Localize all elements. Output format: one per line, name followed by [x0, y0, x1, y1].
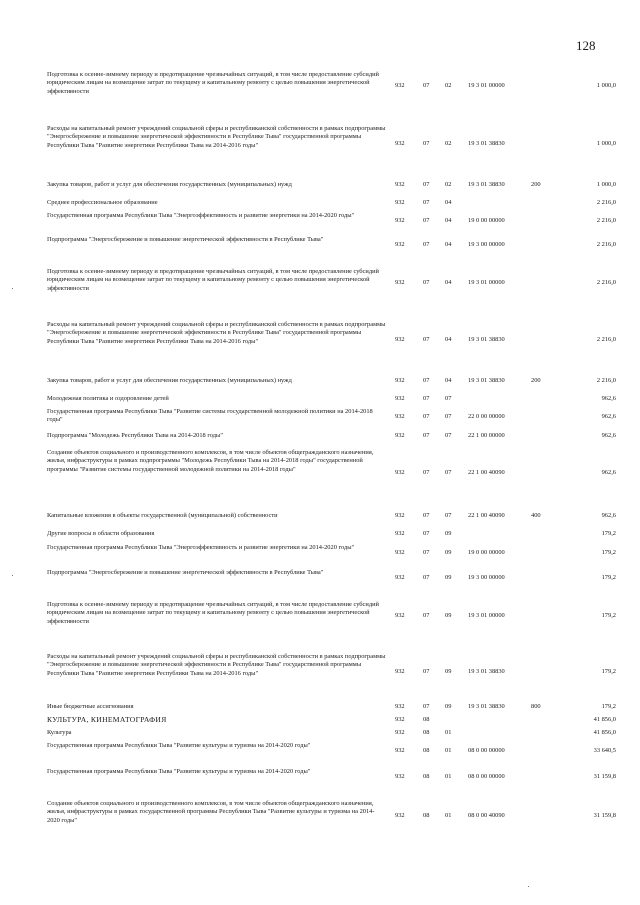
row-name: Закупка товаров, работ и услуг для обеспечения государственных (муниципальных) нужд	[47, 377, 292, 384]
ministry-code: 932	[395, 395, 405, 402]
ministry-code: 932	[395, 413, 405, 420]
amount: 1 000,0	[596, 82, 616, 89]
ministry-code: 932	[395, 217, 405, 224]
scan-speck	[528, 886, 529, 887]
row-name: Молодежная политика и оздоровление детей	[47, 395, 169, 402]
amount: 41 856,0	[593, 729, 616, 736]
amount: 2 216,0	[596, 241, 616, 248]
amount: 962,6	[601, 413, 616, 420]
subsection-code: 04	[445, 377, 452, 384]
section-code: 07	[423, 336, 430, 343]
amount: 41 856,0	[593, 716, 616, 723]
ministry-code: 932	[395, 812, 405, 819]
amount: 962,6	[601, 512, 616, 519]
target-article-code: 19 3 01 38830	[468, 336, 505, 343]
ministry-code: 932	[395, 512, 405, 519]
scan-speck	[12, 575, 13, 576]
row-name: Государственная программа Республики Тыва "Энергоэффективность и развитие энергетики на 2014-2020 годы"	[47, 212, 355, 219]
row-name: Расходы на капитальный ремонт учреждений социальной сферы и республиканской собственности в рамках подпрограммы "Энергосбережение и повышение энергетической эффективности в Республике Тыва" государственной программы Республики Тыва "Развитие энергетики Республики Тыва на 2014-2016 годы"	[47, 125, 386, 149]
target-article-code: 19 3 01 38830	[468, 377, 505, 384]
section-code: 07	[423, 241, 430, 248]
ministry-code: 932	[395, 612, 405, 619]
subsection-code: 09	[445, 703, 452, 710]
amount: 31 159,8	[593, 773, 616, 780]
amount: 179,2	[601, 574, 616, 581]
ministry-code: 932	[395, 469, 405, 476]
subsection-code: 09	[445, 549, 452, 556]
row-name: Государственная программа Республики Тыва "Энергоэффективность и развитие энергетики на 2014-2020 годы"	[47, 544, 355, 551]
row-name: Государственная программа Республики Тыва "Развитие системы государственной молодежной политики на 2014-2018 годы"	[47, 408, 373, 424]
amount: 1 000,0	[596, 140, 616, 147]
section-code: 07	[423, 668, 430, 675]
row-name: Подпрограмма "Энергосбережение и повышение энергетической эффективности в Республике Тыва"	[47, 236, 324, 243]
amount: 179,2	[601, 703, 616, 710]
amount: 2 216,0	[596, 279, 616, 286]
ministry-code: 932	[395, 549, 405, 556]
subsection-code: 07	[445, 512, 452, 519]
subsection-code: 07	[445, 413, 452, 420]
ministry-code: 932	[395, 377, 405, 384]
amount: 962,6	[601, 469, 616, 476]
scan-speck	[12, 288, 13, 289]
section-code: 07	[423, 395, 430, 402]
ministry-code: 932	[395, 530, 405, 537]
row-name: Капитальные вложения в объекты государственной (муниципальной) собственности	[47, 512, 278, 519]
target-article-code: 08 0 00 00000	[468, 773, 505, 780]
subsection-code: 09	[445, 612, 452, 619]
target-article-code: 22 1 00 40090	[468, 469, 505, 476]
subsection-code: 07	[445, 432, 452, 439]
target-article-code: 19 3 01 00000	[468, 279, 505, 286]
row-name: Расходы на капитальный ремонт учреждений социальной сферы и республиканской собственности в рамках подпрограммы "Энергосбережение и повышение энергетической эффективности в Республике Тыва" государственной программы Республики Тыва "Развитие энергетики Республики Тыва на 2014-2016 годы"	[47, 653, 386, 677]
subsection-code: 02	[445, 181, 452, 188]
subsection-code: 04	[445, 199, 452, 206]
row-name: Государственная программа Республики Тыва "Развитие культуры и туризма на 2014-2020 годы"	[47, 742, 311, 749]
subsection-code: 01	[445, 812, 452, 819]
amount: 179,2	[601, 612, 616, 619]
target-article-code: 19 3 01 00000	[468, 82, 505, 89]
row-name: Создание объектов социального и производственного комплексов, в том числе объектов общегражданского назначения, жилья, инфраструктуры в рамках подпрограммы "Молодежь Республики Тыва на 2014-2018 годы" государственной программы "Развитие системы государственной молодежной политики на 2014-2018 годы"	[47, 449, 374, 473]
section-code: 08	[423, 773, 430, 780]
row-name: Расходы на капитальный ремонт учреждений социальной сферы и республиканской собственности в рамках подпрограммы "Энергосбережение и повышение энергетической эффективности в Республике Тыва" государственной программы Республики Тыва "Развитие энергетики Республики Тыва на 2014-2016 годы"	[47, 321, 386, 345]
subsection-code: 04	[445, 217, 452, 224]
target-article-code: 08 0 00 00000	[468, 747, 505, 754]
ministry-code: 932	[395, 668, 405, 675]
section-code: 07	[423, 432, 430, 439]
subsection-code: 02	[445, 140, 452, 147]
section-code: 07	[423, 703, 430, 710]
amount: 962,6	[601, 395, 616, 402]
expense-type-code: 400	[531, 512, 541, 519]
ministry-code: 932	[395, 432, 405, 439]
section-code: 07	[423, 140, 430, 147]
section-code: 08	[423, 716, 430, 723]
section-code: 07	[423, 413, 430, 420]
ministry-code: 932	[395, 199, 405, 206]
ministry-code: 932	[395, 773, 405, 780]
row-name: Культура	[47, 729, 72, 736]
ministry-code: 932	[395, 279, 405, 286]
section-code: 07	[423, 181, 430, 188]
row-name: Подготовка к осенне-зимнему периоду и предотвращение чрезвычайных ситуаций, в том числе предоставление субсидий юридическим лицам на возмещение затрат по текущему и капитальному ремонту с целью повышения энергетической эффективности	[47, 71, 379, 95]
section-code: 07	[423, 574, 430, 581]
expense-type-code: 200	[531, 181, 541, 188]
section-code: 08	[423, 747, 430, 754]
row-name: Подпрограмма "Энергосбережение и повышение энергетической эффективности в Республике Тыва"	[47, 569, 324, 576]
row-name: Среднее профессиональное образование	[47, 199, 158, 206]
amount: 179,2	[601, 668, 616, 675]
ministry-code: 932	[395, 703, 405, 710]
subsection-code: 04	[445, 241, 452, 248]
amount: 179,2	[601, 530, 616, 537]
target-article-code: 19 3 00 00000	[468, 241, 505, 248]
section-code: 08	[423, 729, 430, 736]
section-code: 07	[423, 469, 430, 476]
amount: 31 159,8	[593, 812, 616, 819]
section-code: 07	[423, 279, 430, 286]
section-code: 07	[423, 549, 430, 556]
section-code: 08	[423, 812, 430, 819]
subsection-code: 07	[445, 469, 452, 476]
section-code: 07	[423, 612, 430, 619]
ministry-code: 932	[395, 241, 405, 248]
row-name: Подготовка к осенне-зимнему периоду и предотвращение чрезвычайных ситуаций, в том числе предоставление субсидий юридическим лицам на возмещение затрат по текущему и капитальному ремонту с целью повышения энергетической эффективности	[47, 601, 379, 625]
amount: 1 000,0	[596, 181, 616, 188]
target-article-code: 19 3 01 38830	[468, 668, 505, 675]
row-name: Другие вопросы в области образования	[47, 530, 155, 537]
subsection-code: 01	[445, 747, 452, 754]
subsection-code: 09	[445, 530, 452, 537]
expense-type-code: 800	[531, 703, 541, 710]
amount: 2 216,0	[596, 199, 616, 206]
row-name: Подпрограмма "Молодежь Республики Тыва на 2014-2018 годы"	[47, 432, 223, 439]
ministry-code: 932	[395, 716, 405, 723]
row-name: Создание объектов социального и производственного комплексов, в том числе объектов общегражданского назначения, жилья, инфраструктуры в рамках государственной программы Республики Тыва "Развитие культуры и туризма на 2014-2020 годы"	[47, 800, 375, 824]
subsection-code: 02	[445, 82, 452, 89]
target-article-code: 22 0 00 00000	[468, 413, 505, 420]
row-name: Иные бюджетные ассигнования	[47, 703, 134, 710]
subsection-code: 09	[445, 574, 452, 581]
ministry-code: 932	[395, 574, 405, 581]
expense-type-code: 200	[531, 377, 541, 384]
subsection-code: 01	[445, 729, 452, 736]
section-code: 07	[423, 82, 430, 89]
row-name: Подготовка к осенне-зимнему периоду и предотвращение чрезвычайных ситуаций, в том числе предоставление субсидий юридическим лицам на возмещение затрат по текущему и капитальному ремонту с целью повышения энергетической эффективности	[47, 268, 379, 292]
subsection-code: 04	[445, 336, 452, 343]
section-code: 07	[423, 530, 430, 537]
target-article-code: 19 3 01 38830	[468, 140, 505, 147]
row-name: КУЛЬТУРА, КИНЕМАТОГРАФИЯ	[47, 715, 167, 724]
target-article-code: 19 3 01 38830	[468, 181, 505, 188]
ministry-code: 932	[395, 729, 405, 736]
ministry-code: 932	[395, 336, 405, 343]
target-article-code: 22 1 00 00000	[468, 432, 505, 439]
target-article-code: 08 0 00 40090	[468, 812, 505, 819]
target-article-code: 19 3 01 00000	[468, 612, 505, 619]
target-article-code: 19 0 00 00000	[468, 549, 505, 556]
amount: 2 216,0	[596, 217, 616, 224]
amount: 962,6	[601, 432, 616, 439]
row-name: Государственная программа Республики Тыва "Развитие культуры и туризма на 2014-2020 годы"	[47, 768, 311, 775]
ministry-code: 932	[395, 747, 405, 754]
section-code: 07	[423, 377, 430, 384]
target-article-code: 19 3 01 38830	[468, 703, 505, 710]
ministry-code: 932	[395, 181, 405, 188]
section-code: 07	[423, 199, 430, 206]
amount: 33 640,5	[593, 747, 616, 754]
target-article-code: 19 3 00 00000	[468, 574, 505, 581]
amount: 2 216,0	[596, 336, 616, 343]
amount: 179,2	[601, 549, 616, 556]
subsection-code: 01	[445, 773, 452, 780]
page-number: 128	[576, 38, 596, 53]
amount: 2 216,0	[596, 377, 616, 384]
subsection-code: 09	[445, 668, 452, 675]
ministry-code: 932	[395, 82, 405, 89]
ministry-code: 932	[395, 140, 405, 147]
subsection-code: 04	[445, 279, 452, 286]
section-code: 07	[423, 512, 430, 519]
subsection-code: 07	[445, 395, 452, 402]
target-article-code: 19 0 00 00000	[468, 217, 505, 224]
target-article-code: 22 1 00 40090	[468, 512, 505, 519]
section-code: 07	[423, 217, 430, 224]
row-name: Закупка товаров, работ и услуг для обеспечения государственных (муниципальных) нужд	[47, 181, 292, 188]
